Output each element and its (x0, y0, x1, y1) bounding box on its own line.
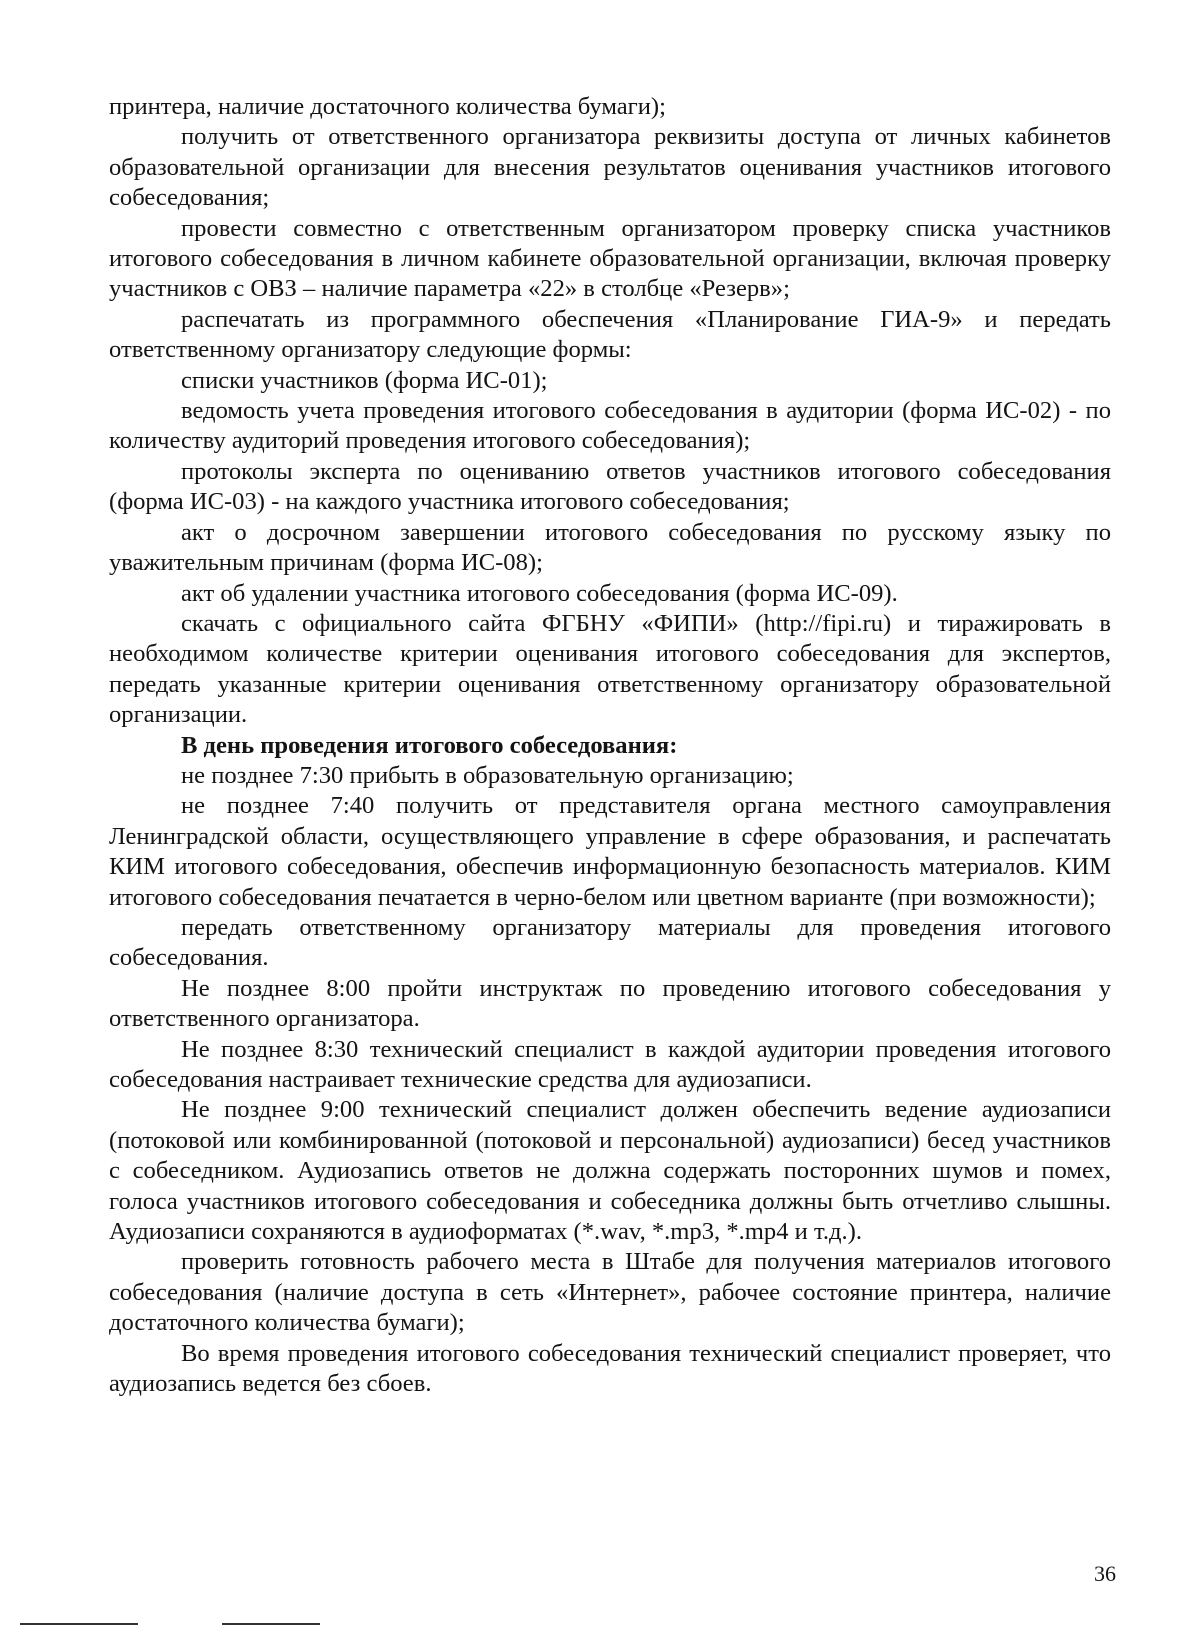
paragraph: протоколы эксперта по оцениванию ответов участников итогового собеседования (форма ИС-03) - на каждого участника итогового собеседования; (109, 457, 1111, 516)
paragraph: проверить готовность рабочего места в Штабе для получения материалов итогового собеседования (наличие доступа в сеть «Интернет», рабочее состояние принтера, наличие достаточного количества бумаги); (109, 1248, 1111, 1337)
paragraph: Не позднее 8:00 пройти инструктаж по проведению итогового собеседования у ответственного организатора. (109, 974, 1111, 1033)
paragraph: списки участников (форма ИС-01); (181, 366, 548, 394)
page-number: 36 (1094, 1561, 1116, 1586)
footer-divider (222, 1623, 320, 1625)
footer-divider (20, 1623, 138, 1625)
paragraph: Во время проведения итогового собеседования технический специалист проверяет, что аудиозапись ведется без сбоев. (109, 1339, 1111, 1398)
paragraph: передать ответственному организатору материалы для проведения итогового собеседования. (109, 913, 1111, 972)
paragraph: не позднее 7:40 получить от представителя органа местного самоуправления Ленинградской области, осуществляющего управление в сфере образования, и распечатать КИМ итогового собеседования, обеспечив информационную безопасность материалов. КИМ итогового собеседования печатается в черно-белом или цветном варианте (при возможности); (109, 792, 1111, 911)
paragraph: акт об удалении участника итогового собеседования (форма ИС-09). (181, 579, 898, 607)
paragraph: акт о досрочном завершении итогового собеседования по русскому языку по уважительным причинам (форма ИС-08); (109, 518, 1111, 577)
document-body (109, 92, 1111, 1399)
paragraph: принтера, наличие достаточного количества бумаги); (109, 93, 666, 120)
paragraph: распечатать из программного обеспечения «Планирование ГИА-9» и передать ответственному организатору следующие формы: (109, 305, 1111, 364)
section-heading: В день проведения итогового собеседования: (181, 731, 678, 759)
paragraph: не позднее 7:30 прибыть в образовательную организацию; (181, 761, 794, 789)
paragraph: Не позднее 9:00 технический специалист должен обеспечить ведение аудиозаписи (потоковой или комбинированной (потоковой и персональной) аудиозаписи) бесед участников с собеседником. Аудиозапись ответов не должна содержать посторонних шумов и помех, голоса участников итогового собеседования и собеседника должны быть отчетливо слышны. Аудиозаписи сохраняются в аудиоформатах (*.wav, *.mp3, *.mp4 и т.д.). (109, 1096, 1111, 1246)
paragraph: Не позднее 8:30 технический специалист в каждой аудитории проведения итогового собеседования настраивает технические средства для аудиозаписи. (109, 1035, 1111, 1093)
paragraph: получить от ответственного организатора реквизиты доступа от личных кабинетов образовательной организации для внесения результатов оценивания участников итогового собеседования; (109, 123, 1111, 212)
paragraph: скачать с официального сайта ФГБНУ «ФИПИ» (http://fipi.ru) и тиражировать в необходимом количестве критерии оценивания итогового собеседования для экспертов, передать указанные критерии оценивания ответственному организатору образовательной организации. (109, 609, 1111, 729)
paragraph: ведомость учета проведения итогового собеседования в аудитории (форма ИС-02) - по количеству аудиторий проведения итогового собеседования); (109, 397, 1111, 455)
paragraph: провести совместно с ответственным организатором проверку списка участников итогового собеседования в личном кабинете образовательной организации, включая проверку участников с ОВЗ – наличие параметра «22» в столбце «Резерв»; (109, 214, 1111, 303)
